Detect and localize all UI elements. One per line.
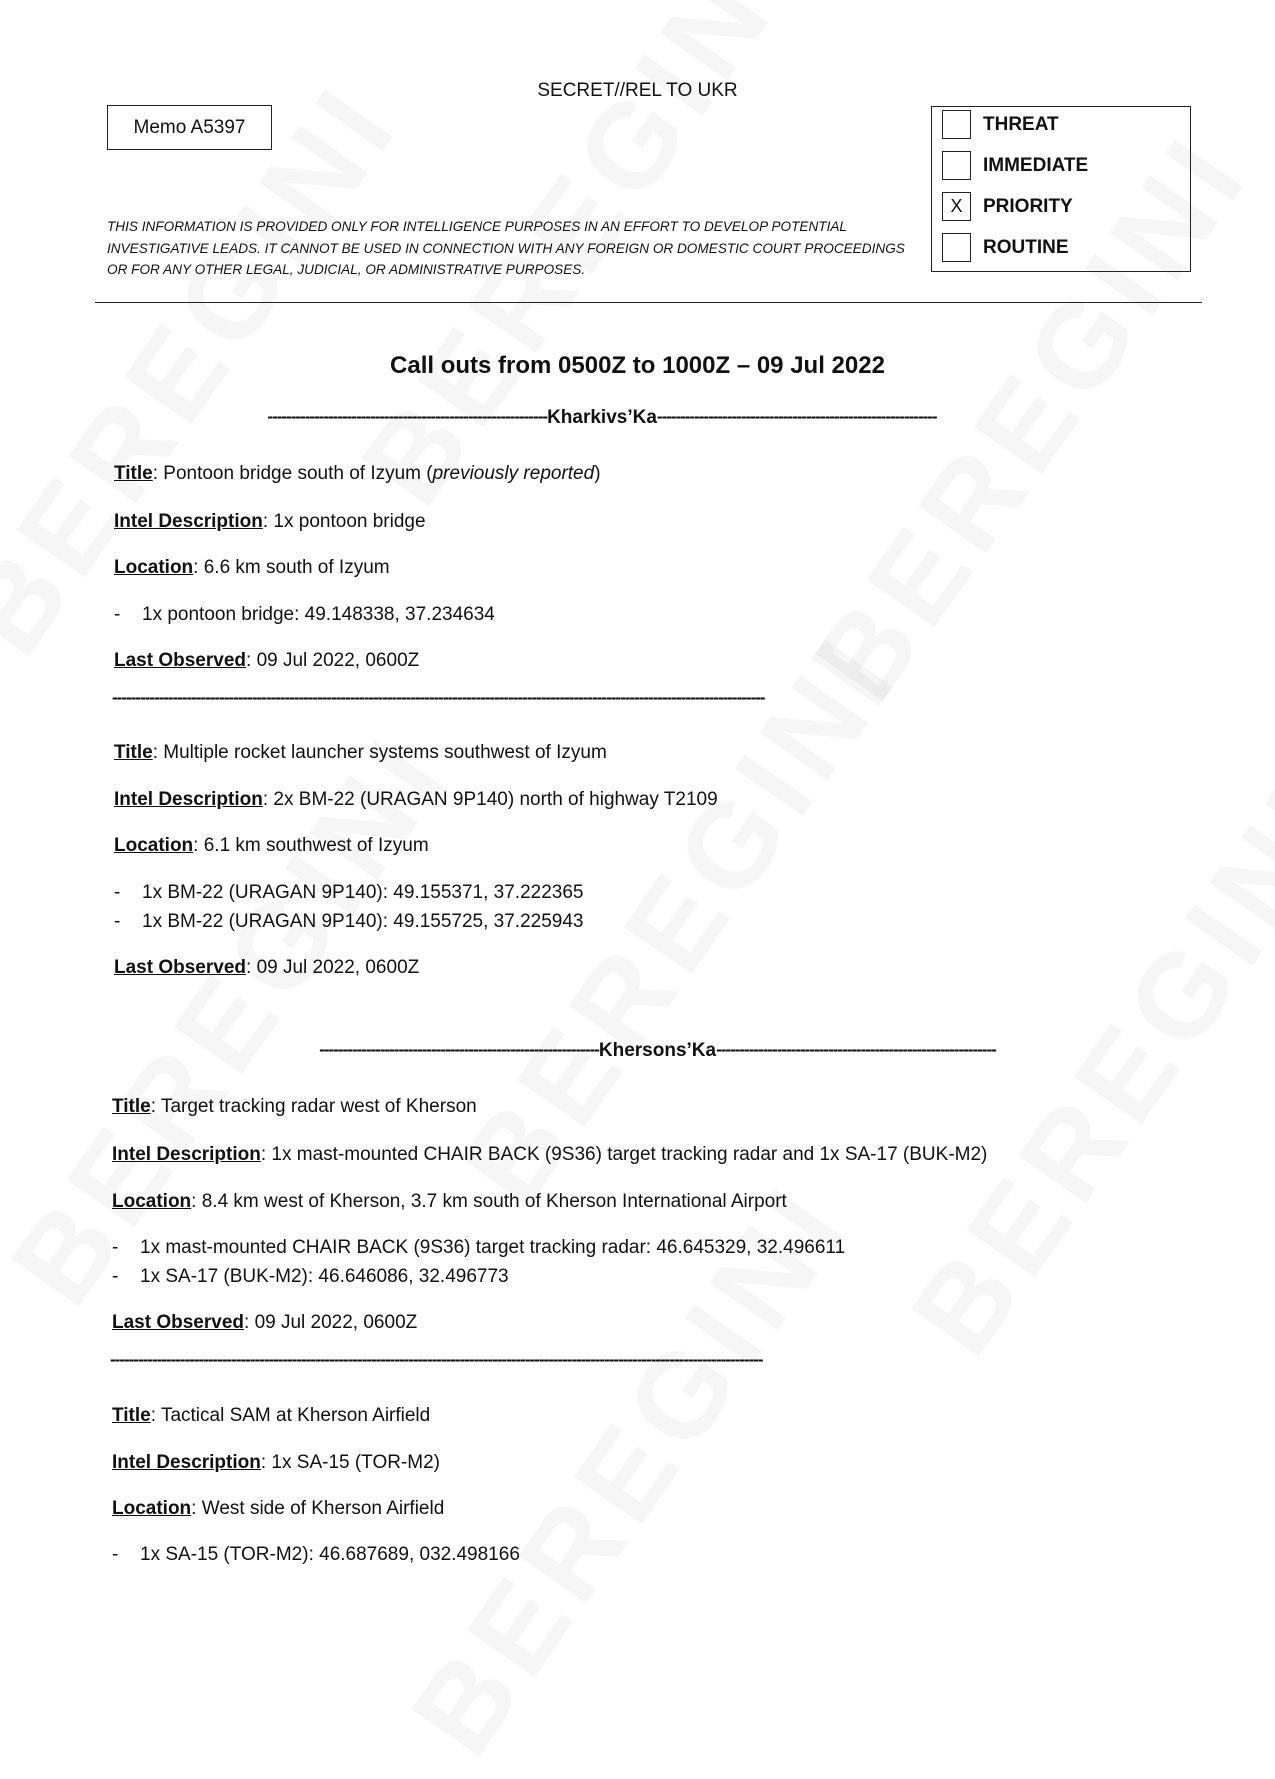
field-label: Title: [114, 463, 153, 484]
location-item: [114, 911, 584, 933]
field-label: Location: [112, 1191, 192, 1212]
field-value: 09 Jul 2022, 0600Z: [256, 957, 420, 978]
precedence-label: ROUTINE: [983, 236, 1069, 258]
field-label: Last Observed: [112, 1312, 244, 1333]
item-coordinates: 1x pontoon bridge: 49.148338, 37.234634: [142, 604, 495, 625]
header-divider: [95, 302, 1202, 303]
checkbox-checked: X: [942, 192, 971, 221]
location-item: [114, 604, 495, 626]
field-value: 1x mast-mounted CHAIR BACK (9S36) target tracking radar and 1x SA-17 (BUK-M2): [271, 1144, 988, 1165]
disclaimer-line: OR FOR ANY OTHER LEGAL, JUDICIAL, OR ADMINISTRATIVE PURPOSES.: [107, 262, 586, 277]
field-label: Intel Description: [112, 1144, 261, 1165]
entry-location: Location: 6.1 km southwest of Izyum: [114, 835, 429, 856]
field-value: 6.6 km south of Izyum: [203, 557, 390, 578]
title-note: previously reported: [432, 463, 595, 484]
entry-location: Location: 6.6 km south of Izyum: [114, 557, 390, 578]
checkbox: [942, 151, 971, 180]
entry-separator: --------------------------------------------------------------------------------------------------------------------------------------------: [110, 1350, 763, 1369]
entry-last-observed: Last Observed: 09 Jul 2022, 0600Z: [112, 1312, 418, 1333]
region-name: Khersons’Ka: [598, 1040, 717, 1061]
location-item: [112, 1237, 845, 1259]
bullet-dash: -: [112, 1544, 119, 1565]
field-label: Intel Description: [112, 1452, 261, 1473]
field-label: Last Observed: [114, 650, 246, 671]
field-label: Intel Description: [114, 511, 263, 532]
field-value: 09 Jul 2022, 0600Z: [254, 1312, 418, 1333]
entry-intel-description: Intel Description: 1x pontoon bridge: [114, 511, 426, 532]
memo-id-box: Memo A5397: [107, 105, 272, 150]
entry-intel-description: Intel Description: 1x mast-mounted CHAIR BACK (9S36) target tracking radar and 1x SA-17 (BUK-M2): [112, 1144, 988, 1165]
entry-last-observed: Last Observed: 09 Jul 2022, 0600Z: [114, 957, 420, 978]
precedence-threat: [942, 110, 1059, 139]
field-value: 2x BM-22 (URAGAN 9P140) north of highway T2109: [273, 789, 718, 810]
field-value: West side of Kherson Airfield: [201, 1498, 445, 1519]
field-value: 6.1 km southwest of Izyum: [203, 835, 429, 856]
checkbox: [942, 233, 971, 262]
classification-banner: SECRET//REL TO UKR: [537, 80, 738, 101]
location-item: [114, 882, 584, 904]
field-value: Tactical SAM at Kherson Airfield: [160, 1405, 431, 1426]
field-value: Pontoon bridge south of Izyum: [163, 463, 421, 484]
disclaimer-line: INVESTIGATIVE LEADS. IT CANNOT BE USED IN CONNECTION WITH ANY FOREIGN OR DOMESTIC COURT PROCEEDINGS: [107, 240, 905, 256]
entry-title: Title: Pontoon bridge south of Izyum (previously reported): [114, 463, 601, 484]
item-coordinates: 1x mast-mounted CHAIR BACK (9S36) target tracking radar: 46.645329, 32.496611: [140, 1237, 846, 1258]
field-label: Location: [114, 557, 194, 578]
field-label: Title: [112, 1096, 151, 1117]
field-value: 8.4 km west of Kherson, 3.7 km south of Kherson International Airport: [201, 1191, 787, 1212]
location-item: [112, 1544, 520, 1566]
dash-line: ------------------------------------------------------------: [267, 407, 548, 426]
field-label: Title: [114, 742, 153, 763]
field-value: Multiple rocket launcher systems southwest of Izyum: [163, 742, 607, 763]
entry-intel-description: Intel Description: 2x BM-22 (URAGAN 9P140) north of highway T2109: [114, 789, 718, 810]
item-coordinates: 1x SA-17 (BUK-M2): 46.646086, 32.496773: [140, 1266, 509, 1287]
entry-location: Location: 8.4 km west of Kherson, 3.7 km south of Kherson International Airport: [112, 1191, 787, 1212]
disclaimer: [107, 216, 905, 281]
precedence-box: [931, 106, 1191, 272]
entry-intel-description: Intel Description: 1x SA-15 (TOR-M2): [112, 1452, 440, 1473]
item-coordinates: 1x BM-22 (URAGAN 9P140): 49.155371, 37.222365: [142, 882, 584, 903]
disclaimer-line: THIS INFORMATION IS PROVIDED ONLY FOR INTELLIGENCE PURPOSES IN AN EFFORT TO DEVELOP POTENTIAL: [107, 219, 847, 234]
field-value: 1x pontoon bridge: [273, 511, 426, 532]
precedence-priority: [942, 192, 1073, 221]
entry-location: Location: West side of Kherson Airfield: [112, 1498, 445, 1519]
dash-line: ------------------------------------------------------------: [716, 1040, 996, 1059]
entry-separator: --------------------------------------------------------------------------------------------------------------------------------------------: [112, 688, 765, 707]
region-divider: [170, 1040, 1145, 1062]
precedence-routine: [942, 233, 1069, 262]
entry-last-observed: Last Observed: 09 Jul 2022, 0600Z: [114, 650, 420, 671]
bullet-dash: -: [114, 882, 121, 903]
precedence-label: IMMEDIATE: [983, 154, 1089, 176]
location-item: [112, 1266, 509, 1288]
document-title: Call outs from 0500Z to 1000Z – 09 Jul 2022: [390, 352, 885, 379]
bullet-dash: -: [112, 1237, 119, 1258]
precedence-label: PRIORITY: [983, 195, 1073, 217]
field-label: Last Observed: [114, 957, 246, 978]
region-name: Kharkivs’Ka: [547, 407, 657, 428]
dash-line: ------------------------------------------------------------: [319, 1040, 599, 1059]
item-coordinates: 1x BM-22 (URAGAN 9P140): 49.155725, 37.225943: [142, 911, 584, 932]
field-value: 09 Jul 2022, 0600Z: [256, 650, 420, 671]
precedence-label: THREAT: [983, 113, 1059, 135]
field-value: 1x SA-15 (TOR-M2): [271, 1452, 440, 1473]
entry-title: Title: Tactical SAM at Kherson Airfield: [112, 1405, 431, 1426]
precedence-immediate: [942, 151, 1088, 180]
field-label: Intel Description: [114, 789, 263, 810]
dash-line: ------------------------------------------------------------: [656, 407, 937, 426]
entry-title: Title: Multiple rocket launcher systems southwest of Izyum: [114, 742, 607, 763]
field-value: Target tracking radar west of Kherson: [160, 1096, 477, 1117]
field-label: Title: [112, 1405, 151, 1426]
bullet-dash: -: [112, 1266, 119, 1287]
region-divider: [112, 407, 1092, 429]
item-coordinates: 1x SA-15 (TOR-M2): 46.687689, 032.498166: [140, 1544, 520, 1565]
bullet-dash: -: [114, 604, 121, 625]
field-label: Location: [112, 1498, 192, 1519]
bullet-dash: -: [114, 911, 121, 932]
entry-title: Title: Target tracking radar west of Kherson: [112, 1096, 477, 1117]
field-label: Location: [114, 835, 194, 856]
checkbox: [942, 110, 971, 139]
